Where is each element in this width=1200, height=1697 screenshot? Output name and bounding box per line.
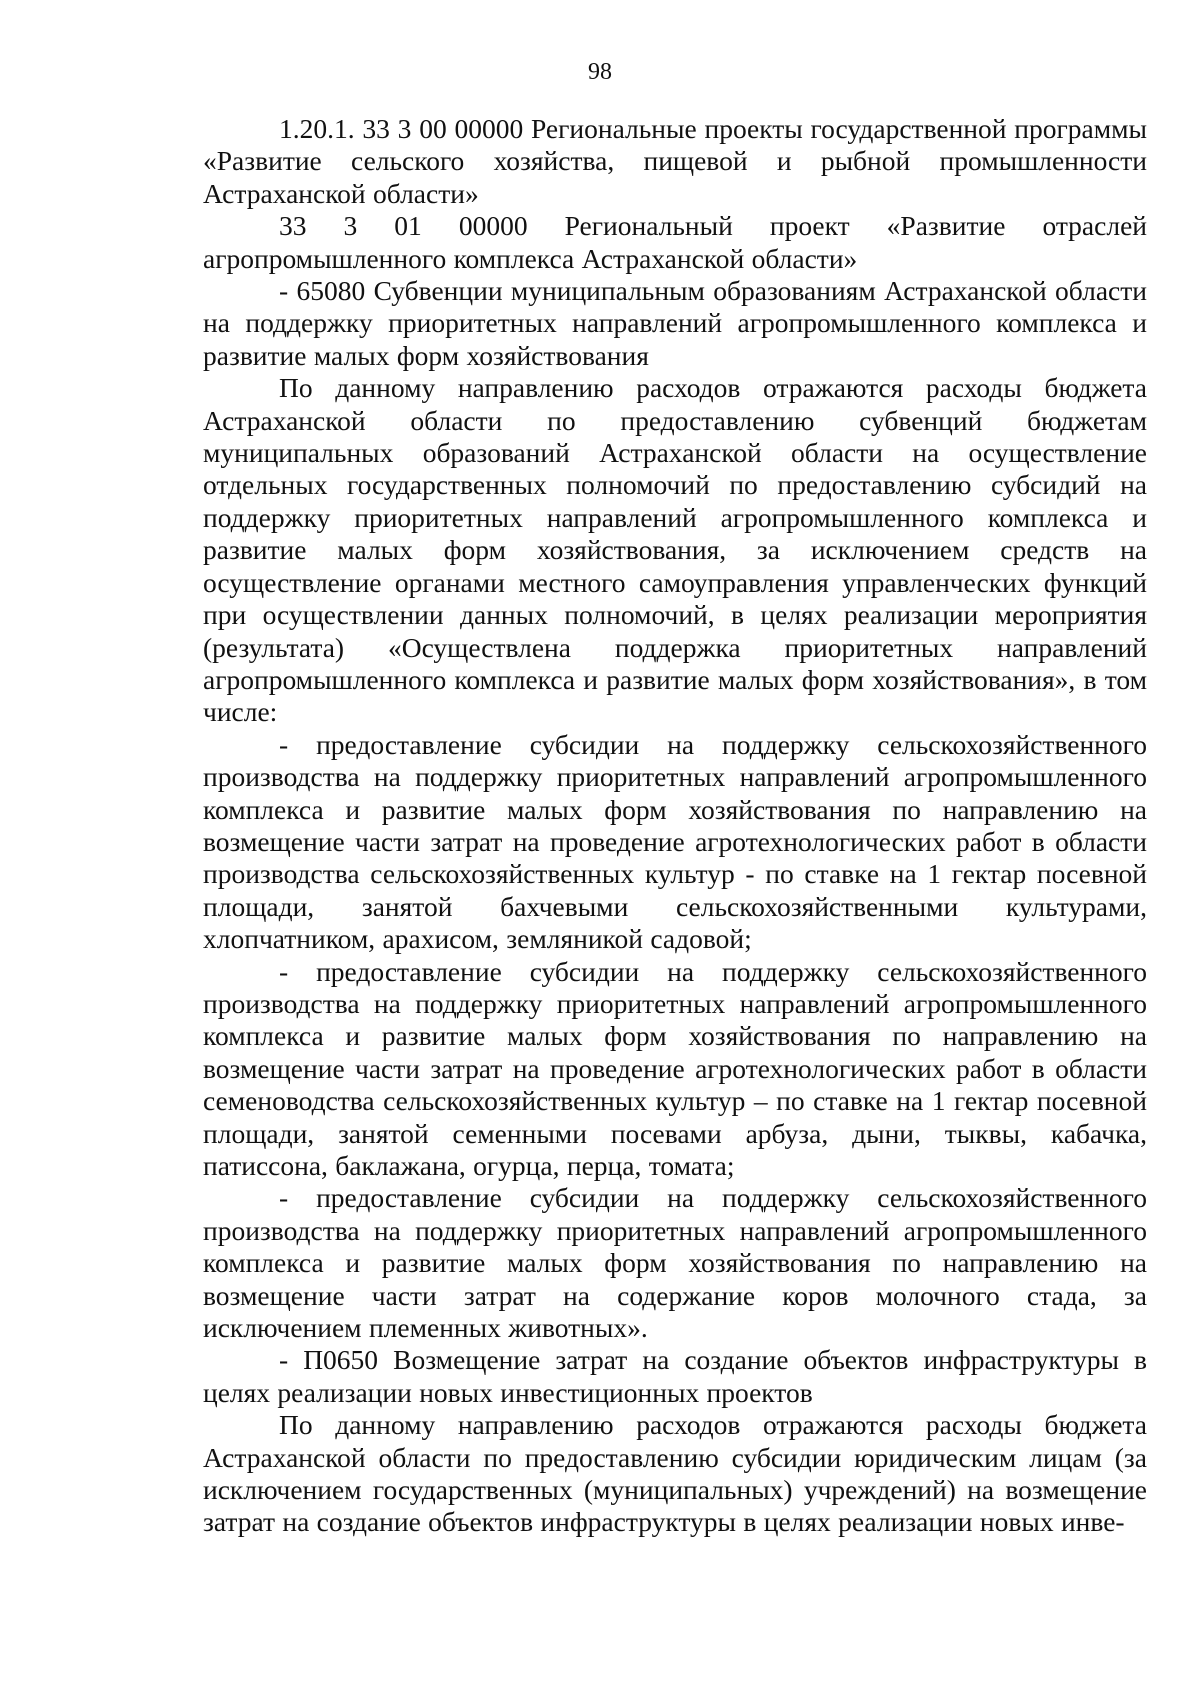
paragraph-subvention-65080: - 65080 Субвенции муниципальным образованиям Астраханской области на поддержку приоритетных направлений агропромышленного комплекса и развитие малых форм хозяйствования bbox=[203, 275, 1147, 371]
paragraph-regional-projects-heading: 1.20.1. 33 3 00 00000 Региональные проекты государственной программы «Развитие сельского хозяйства, пищевой и рыбной промышленности Астраханской области» bbox=[203, 113, 1147, 209]
paragraph-infrastructure-description: По данному направлению расходов отражаются расходы бюджета Астраханской области по предоставлению субсидии юридическим лицам (за исключением государственных (муниципальных) учреждений) на возмещение затрат на создание объектов инфраструктуры в целях реализации новых инве- bbox=[203, 1409, 1147, 1538]
paragraph-regional-project-agro: 33 3 01 00000 Региональный проект «Развитие отраслей агропромышленного комплекса Астраханской области» bbox=[203, 210, 1147, 274]
document-body bbox=[203, 113, 1147, 1539]
paragraph-subsidy-seeds: - предоставление субсидии на поддержку сельскохозяйственного производства на поддержку приоритетных направлений агропромышленного комплекса и развитие малых форм хозяйствования по направлению на возмещение части затрат на проведение агротехнологических работ в области семеноводства сельскохозяйственных культур – по ставке на 1 гектар посевной площади, занятой семенными посевами арбуза, дыни, тыквы, кабачка, патиссона, баклажана, огурца, перца, томата; bbox=[203, 955, 1147, 1181]
paragraph-subvention-description: По данному направлению расходов отражаются расходы бюджета Астраханской области по предоставлению субвенций бюджетам муниципальных образований Астраханской области на осуществление отдельных государственных полномочий по предоставлению субсидий на поддержку приоритетных направлений агропромышленного комплекса и развитие малых форм хозяйствования, за исключением средств на осуществление органами местного самоуправления управленческих функций при осуществлении данных полномочий, в целях реализации мероприятия (результата) «Осуществлена поддержка приоритетных направлений агропромышленного комплекса и развитие малых форм хозяйствования», в том числе: bbox=[203, 372, 1147, 728]
paragraph-infrastructure-p0650: - П0650 Возмещение затрат на создание объектов инфраструктуры в целях реализации новых инвестиционных проектов bbox=[203, 1344, 1147, 1408]
paragraph-subsidy-crops: - предоставление субсидии на поддержку сельскохозяйственного производства на поддержку приоритетных направлений агропромышленного комплекса и развитие малых форм хозяйствования по направлению на возмещение части затрат на проведение агротехнологических работ в области производства сельскохозяйственных культур - по ставке на 1 гектар посевной площади, занятой бахчевыми сельскохозяйственными культурами, хлопчатником, арахисом, земляникой садовой; bbox=[203, 728, 1147, 955]
page-number: 98 bbox=[588, 59, 612, 85]
paragraph-subsidy-dairy: - предоставление субсидии на поддержку сельскохозяйственного производства на поддержку приоритетных направлений агропромышленного комплекса и развитие малых форм хозяйствования по направлению на возмещение части затрат на содержание коров молочного стада, за исключением племенных животных». bbox=[203, 1182, 1147, 1344]
